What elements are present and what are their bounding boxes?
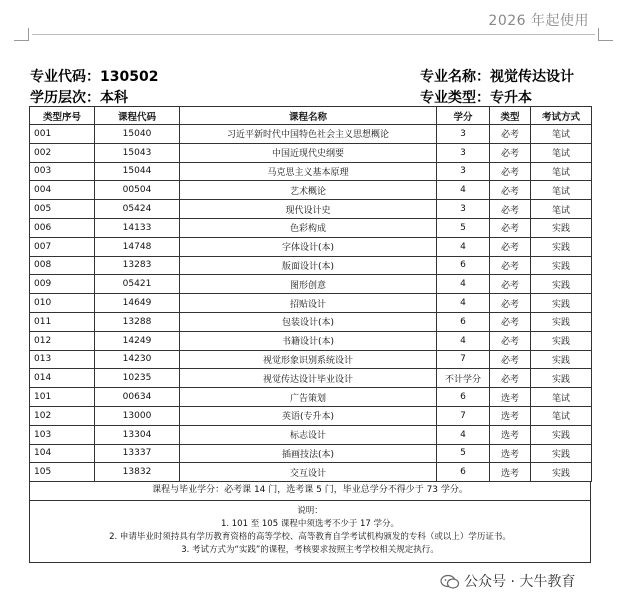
row-type: 必考 [490,275,531,294]
row-name: 现代设计史 [180,200,437,219]
row-exam: 实践 [531,444,592,463]
row-seq: 010 [30,294,95,313]
row-seq: 013 [30,350,95,369]
watermark [440,571,575,591]
row-exam: 实践 [531,463,592,482]
row-name: 书籍设计(本) [180,331,437,350]
row-code: 14230 [95,350,180,369]
row-code: 13283 [95,256,180,275]
row-seq: 103 [30,425,95,444]
row-seq: 004 [30,181,95,200]
row-seq: 102 [30,406,95,425]
row-code: 05424 [95,200,180,219]
row-code: 15044 [95,162,180,181]
row-exam: 笔试 [531,388,592,407]
row-exam: 实践 [531,294,592,313]
row-exam: 笔试 [531,162,592,181]
row-exam: 实践 [531,256,592,275]
row-exam: 实践 [531,237,592,256]
table-row [30,406,592,425]
row-name: 标志设计 [180,425,437,444]
row-credit: 5 [437,444,490,463]
row-credit: 4 [437,237,490,256]
row-type: 选考 [490,463,531,482]
corner-mark-left [14,28,29,41]
header-rule [32,34,595,35]
row-name: 插画技法(本) [180,444,437,463]
table-row [30,331,592,350]
table-row [30,350,592,369]
table-row [30,369,592,388]
table-row [30,181,592,200]
notes-title: 说明： [297,506,323,516]
credit-summary: 课程与毕业学分：必考课 14 门，选考课 5 门，毕业总学分不得少于 73 学分。 [29,481,591,501]
table-row [30,425,592,444]
header-exam: 考试方式 [531,107,592,125]
table-row [30,388,592,407]
row-name: 图形创意 [180,275,437,294]
row-seq: 104 [30,444,95,463]
note-item: 3. 考试方式为“实践”的课程，考核要求按照主考学校相关规定执行。 [181,545,439,555]
table-row [30,463,592,482]
header-credit: 学分 [437,107,490,125]
row-type: 必考 [490,181,531,200]
row-name: 艺术概论 [180,181,437,200]
row-credit: 4 [437,275,490,294]
table-row [30,312,592,331]
row-name: 习近平新时代中国特色社会主义思想概论 [180,125,437,144]
row-code: 14249 [95,331,180,350]
table-row [30,275,592,294]
row-code: 14133 [95,218,180,237]
row-code: 13304 [95,425,180,444]
row-name: 字体设计(本) [180,237,437,256]
row-credit: 3 [437,143,490,162]
row-seq: 101 [30,388,95,407]
row-type: 必考 [490,218,531,237]
row-type: 必考 [490,312,531,331]
row-type: 选考 [490,406,531,425]
header-seq: 类型序号 [30,107,95,125]
row-name: 色彩构成 [180,218,437,237]
table-row [30,237,592,256]
row-exam: 实践 [531,218,592,237]
row-exam: 笔试 [531,406,592,425]
header-code: 课程代码 [95,107,180,125]
row-type: 必考 [490,143,531,162]
row-code: 14649 [95,294,180,313]
row-exam: 笔试 [531,181,592,200]
row-type: 必考 [490,350,531,369]
row-code: 14748 [95,237,180,256]
row-seq: 007 [30,237,95,256]
notes-section [29,500,591,563]
note-item: 1. 101 至 105 课程中须选考不少于 17 学分。 [220,519,400,529]
row-exam: 实践 [531,369,592,388]
row-credit: 3 [437,162,490,181]
row-credit: 7 [437,350,490,369]
row-type: 必考 [490,125,531,144]
row-exam: 实践 [531,331,592,350]
row-exam: 实践 [531,275,592,294]
row-credit: 7 [437,406,490,425]
row-type: 选考 [490,425,531,444]
table-row [30,444,592,463]
row-credit: 6 [437,256,490,275]
row-seq: 011 [30,312,95,331]
row-seq: 001 [30,125,95,144]
row-credit: 5 [437,218,490,237]
row-seq: 002 [30,143,95,162]
education-level: 学历层次：本科 [30,90,128,106]
major-code: 专业代码：130502 [30,69,159,85]
row-credit: 6 [437,312,490,331]
row-seq: 014 [30,369,95,388]
row-seq: 012 [30,331,95,350]
row-code: 00504 [95,181,180,200]
row-code: 13000 [95,406,180,425]
row-exam: 实践 [531,350,592,369]
row-code: 15040 [95,125,180,144]
row-exam: 实践 [531,312,592,331]
row-exam: 笔试 [531,143,592,162]
table-row [30,143,592,162]
table-row [30,218,592,237]
row-seq: 003 [30,162,95,181]
row-type: 必考 [490,331,531,350]
major-type: 专业类型：专升本 [420,90,532,106]
row-credit: 不计学分 [437,369,490,388]
watermark-text: 公众号 · 大牛教育 [464,574,576,590]
row-credit: 4 [437,425,490,444]
row-name: 英语(专升本) [180,406,437,425]
year-header: 2026 年起使用 [488,13,589,29]
row-seq: 005 [30,200,95,219]
row-type: 必考 [490,294,531,313]
course-table [29,106,592,482]
row-type: 必考 [490,256,531,275]
row-name: 交互设计 [180,463,437,482]
row-type: 选考 [490,444,531,463]
row-code: 13337 [95,444,180,463]
row-credit: 6 [437,463,490,482]
table-row [30,256,592,275]
row-seq: 008 [30,256,95,275]
row-type: 必考 [490,200,531,219]
row-credit: 6 [437,388,490,407]
row-name: 招贴设计 [180,294,437,313]
row-code: 10235 [95,369,180,388]
major-name: 专业名称：视觉传达设计 [420,69,574,85]
row-name: 包装设计(本) [180,312,437,331]
corner-mark-right [598,28,613,41]
row-name: 广告策划 [180,388,437,407]
table-row [30,125,592,144]
row-code: 05421 [95,275,180,294]
row-code: 00634 [95,388,180,407]
table-row [30,162,592,181]
row-credit: 4 [437,331,490,350]
table-row [30,200,592,219]
wechat-icon [440,574,460,590]
row-type: 选考 [490,388,531,407]
row-type: 必考 [490,237,531,256]
row-seq: 006 [30,218,95,237]
table-row [30,294,592,313]
row-credit: 4 [437,294,490,313]
table-header-row [30,107,592,125]
row-name: 视觉传达设计毕业设计 [180,369,437,388]
row-code: 15043 [95,143,180,162]
row-credit: 3 [437,125,490,144]
row-type: 必考 [490,162,531,181]
row-exam: 实践 [531,425,592,444]
row-seq: 105 [30,463,95,482]
row-name: 中国近现代史纲要 [180,143,437,162]
note-item: 2. 申请毕业时须持具有学历教育资格的高等学校、高等教育自学考试机构颁发的专科（或以上）学历证书。 [109,532,511,542]
row-name: 视觉形象识别系统设计 [180,350,437,369]
header-name: 课程名称 [180,107,437,125]
row-seq: 009 [30,275,95,294]
row-name: 马克思主义基本原理 [180,162,437,181]
row-type: 必考 [490,369,531,388]
row-exam: 笔试 [531,200,592,219]
row-name: 版面设计(本) [180,256,437,275]
row-code: 13288 [95,312,180,331]
row-exam: 笔试 [531,125,592,144]
row-credit: 3 [437,200,490,219]
row-code: 13832 [95,463,180,482]
header-type: 类型 [490,107,531,125]
row-credit: 4 [437,181,490,200]
